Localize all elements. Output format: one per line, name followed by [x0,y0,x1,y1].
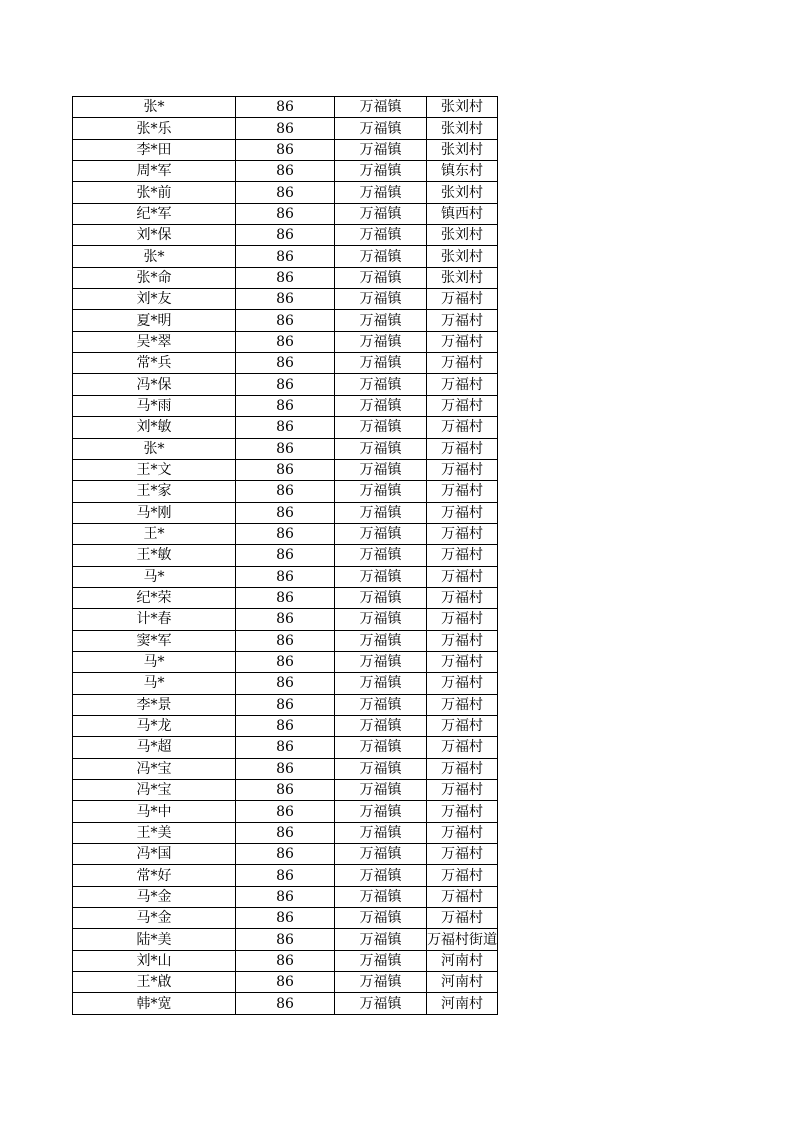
name-cell: 韩*宽 [73,993,236,1014]
village-cell: 万福村 [427,459,498,480]
table-row [73,310,498,331]
score-cell: 86 [236,651,335,672]
score-cell: 86 [236,481,335,502]
town-cell: 万福镇 [335,459,427,480]
name-cell: 周*军 [73,161,236,182]
table-row [73,502,498,523]
village-cell: 万福村 [427,886,498,907]
town-cell: 万福镇 [335,908,427,929]
score-cell: 86 [236,523,335,544]
score-cell: 86 [236,865,335,886]
town-cell: 万福镇 [335,780,427,801]
score-cell: 86 [236,374,335,395]
table-row [73,822,498,843]
name-cell: 纪*荣 [73,587,236,608]
town-cell: 万福镇 [335,694,427,715]
town-cell: 万福镇 [335,374,427,395]
data-table [72,96,498,1015]
village-cell: 镇西村 [427,203,498,224]
table-row [73,609,498,630]
score-cell: 86 [236,993,335,1014]
town-cell: 万福镇 [335,865,427,886]
table-row [73,417,498,438]
table-row [73,844,498,865]
town-cell: 万福镇 [335,267,427,288]
table-row [73,182,498,203]
town-cell: 万福镇 [335,523,427,544]
table-row [73,801,498,822]
score-cell: 86 [236,737,335,758]
name-cell: 张* [73,438,236,459]
town-cell: 万福镇 [335,844,427,865]
name-cell: 马*金 [73,908,236,929]
town-cell: 万福镇 [335,929,427,950]
score-cell: 86 [236,673,335,694]
table-row [73,630,498,651]
village-cell: 万福村 [427,310,498,331]
name-cell: 常*兵 [73,353,236,374]
score-cell: 86 [236,203,335,224]
score-cell: 86 [236,118,335,139]
village-cell: 万福村 [427,609,498,630]
score-cell: 86 [236,161,335,182]
score-cell: 86 [236,886,335,907]
score-cell: 86 [236,758,335,779]
village-cell: 万福村 [427,780,498,801]
village-cell: 万福村 [427,523,498,544]
name-cell: 马*雨 [73,395,236,416]
name-cell: 张*命 [73,267,236,288]
name-cell: 夏*明 [73,310,236,331]
village-cell: 万福村 [427,374,498,395]
town-cell: 万福镇 [335,587,427,608]
village-cell: 张刘村 [427,182,498,203]
name-cell: 王*啟 [73,972,236,993]
village-cell: 万福村 [427,566,498,587]
town-cell: 万福镇 [335,972,427,993]
name-cell: 冯*宝 [73,758,236,779]
village-cell: 张刘村 [427,267,498,288]
score-cell: 86 [236,395,335,416]
name-cell: 马*超 [73,737,236,758]
name-cell: 计*春 [73,609,236,630]
table-row [73,481,498,502]
name-cell: 王*美 [73,822,236,843]
score-cell: 86 [236,715,335,736]
table-row [73,139,498,160]
town-cell: 万福镇 [335,310,427,331]
village-cell: 万福村 [427,587,498,608]
score-cell: 86 [236,139,335,160]
table-row [73,651,498,672]
village-cell: 万福村 [427,822,498,843]
town-cell: 万福镇 [335,203,427,224]
score-cell: 86 [236,844,335,865]
score-cell: 86 [236,801,335,822]
town-cell: 万福镇 [335,950,427,971]
score-cell: 86 [236,950,335,971]
name-cell: 纪*军 [73,203,236,224]
name-cell: 窦*军 [73,630,236,651]
table-row [73,395,498,416]
town-cell: 万福镇 [335,822,427,843]
score-cell: 86 [236,908,335,929]
town-cell: 万福镇 [335,715,427,736]
table-row [73,161,498,182]
village-cell: 万福村 [427,395,498,416]
name-cell: 刘*敏 [73,417,236,438]
village-cell: 万福村 [427,438,498,459]
name-cell: 马*刚 [73,502,236,523]
village-cell: 万福村 [427,417,498,438]
village-cell: 万福村 [427,353,498,374]
table-row [73,993,498,1014]
score-cell: 86 [236,182,335,203]
town-cell: 万福镇 [335,417,427,438]
town-cell: 万福镇 [335,438,427,459]
village-cell: 万福村街道 [427,929,498,950]
table-row [73,929,498,950]
town-cell: 万福镇 [335,545,427,566]
town-cell: 万福镇 [335,161,427,182]
name-cell: 张* [73,246,236,267]
village-cell: 万福村 [427,673,498,694]
table-row [73,203,498,224]
village-cell: 万福村 [427,801,498,822]
town-cell: 万福镇 [335,395,427,416]
name-cell: 马*中 [73,801,236,822]
village-cell: 河南村 [427,972,498,993]
score-cell: 86 [236,438,335,459]
town-cell: 万福镇 [335,246,427,267]
table-row [73,886,498,907]
name-cell: 马*龙 [73,715,236,736]
village-cell: 万福村 [427,289,498,310]
town-cell: 万福镇 [335,502,427,523]
village-cell: 张刘村 [427,118,498,139]
table-row [73,758,498,779]
table-row [73,289,498,310]
name-cell: 马* [73,673,236,694]
table-row [73,950,498,971]
village-cell: 万福村 [427,865,498,886]
table-body [73,97,498,1015]
village-cell: 万福村 [427,694,498,715]
table-row [73,459,498,480]
town-cell: 万福镇 [335,182,427,203]
town-cell: 万福镇 [335,993,427,1014]
table-row [73,374,498,395]
name-cell: 常*好 [73,865,236,886]
town-cell: 万福镇 [335,289,427,310]
table-row [73,780,498,801]
name-cell: 马* [73,651,236,672]
name-cell: 王*敏 [73,545,236,566]
score-cell: 86 [236,97,335,118]
score-cell: 86 [236,289,335,310]
score-cell: 86 [236,587,335,608]
score-cell: 86 [236,972,335,993]
score-cell: 86 [236,353,335,374]
table-row [73,587,498,608]
town-cell: 万福镇 [335,139,427,160]
village-cell: 万福村 [427,502,498,523]
table-row [73,972,498,993]
town-cell: 万福镇 [335,353,427,374]
name-cell: 陆*美 [73,929,236,950]
table-row [73,331,498,352]
table-row [73,267,498,288]
village-cell: 张刘村 [427,139,498,160]
name-cell: 冯*宝 [73,780,236,801]
village-cell: 万福村 [427,844,498,865]
table-row [73,865,498,886]
table-row [73,97,498,118]
village-cell: 河南村 [427,993,498,1014]
table-row [73,694,498,715]
score-cell: 86 [236,417,335,438]
table-row [73,246,498,267]
town-cell: 万福镇 [335,97,427,118]
name-cell: 吴*翠 [73,331,236,352]
town-cell: 万福镇 [335,609,427,630]
town-cell: 万福镇 [335,331,427,352]
score-cell: 86 [236,929,335,950]
table-row [73,673,498,694]
name-cell: 王*文 [73,459,236,480]
village-cell: 张刘村 [427,97,498,118]
village-cell: 万福村 [427,758,498,779]
table-row [73,545,498,566]
town-cell: 万福镇 [335,737,427,758]
score-cell: 86 [236,545,335,566]
score-cell: 86 [236,459,335,480]
name-cell: 刘*山 [73,950,236,971]
village-cell: 万福村 [427,481,498,502]
village-cell: 万福村 [427,331,498,352]
town-cell: 万福镇 [335,673,427,694]
table-row [73,566,498,587]
village-cell: 张刘村 [427,246,498,267]
village-cell: 万福村 [427,545,498,566]
score-cell: 86 [236,225,335,246]
name-cell: 王* [73,523,236,544]
village-cell: 万福村 [427,630,498,651]
town-cell: 万福镇 [335,566,427,587]
table-row [73,737,498,758]
town-cell: 万福镇 [335,118,427,139]
town-cell: 万福镇 [335,886,427,907]
table-row [73,908,498,929]
name-cell: 李*田 [73,139,236,160]
table-row [73,715,498,736]
name-cell: 张*前 [73,182,236,203]
name-cell: 马*金 [73,886,236,907]
town-cell: 万福镇 [335,630,427,651]
name-cell: 刘*友 [73,289,236,310]
village-cell: 河南村 [427,950,498,971]
village-cell: 万福村 [427,651,498,672]
name-cell: 刘*保 [73,225,236,246]
name-cell: 张*乐 [73,118,236,139]
village-cell: 万福村 [427,737,498,758]
score-cell: 86 [236,566,335,587]
score-cell: 86 [236,331,335,352]
town-cell: 万福镇 [335,651,427,672]
table-row [73,523,498,544]
score-cell: 86 [236,310,335,331]
town-cell: 万福镇 [335,801,427,822]
name-cell: 马* [73,566,236,587]
town-cell: 万福镇 [335,481,427,502]
name-cell: 冯*保 [73,374,236,395]
table-row [73,225,498,246]
name-cell: 李*景 [73,694,236,715]
town-cell: 万福镇 [335,225,427,246]
town-cell: 万福镇 [335,758,427,779]
score-cell: 86 [236,780,335,801]
score-cell: 86 [236,630,335,651]
score-cell: 86 [236,246,335,267]
score-cell: 86 [236,822,335,843]
village-cell: 万福村 [427,715,498,736]
table-row [73,118,498,139]
table-row [73,353,498,374]
score-cell: 86 [236,502,335,523]
score-cell: 86 [236,694,335,715]
village-cell: 镇东村 [427,161,498,182]
name-cell: 张* [73,97,236,118]
name-cell: 王*家 [73,481,236,502]
score-cell: 86 [236,609,335,630]
name-cell: 冯*国 [73,844,236,865]
village-cell: 万福村 [427,908,498,929]
village-cell: 张刘村 [427,225,498,246]
score-cell: 86 [236,267,335,288]
table-row [73,438,498,459]
